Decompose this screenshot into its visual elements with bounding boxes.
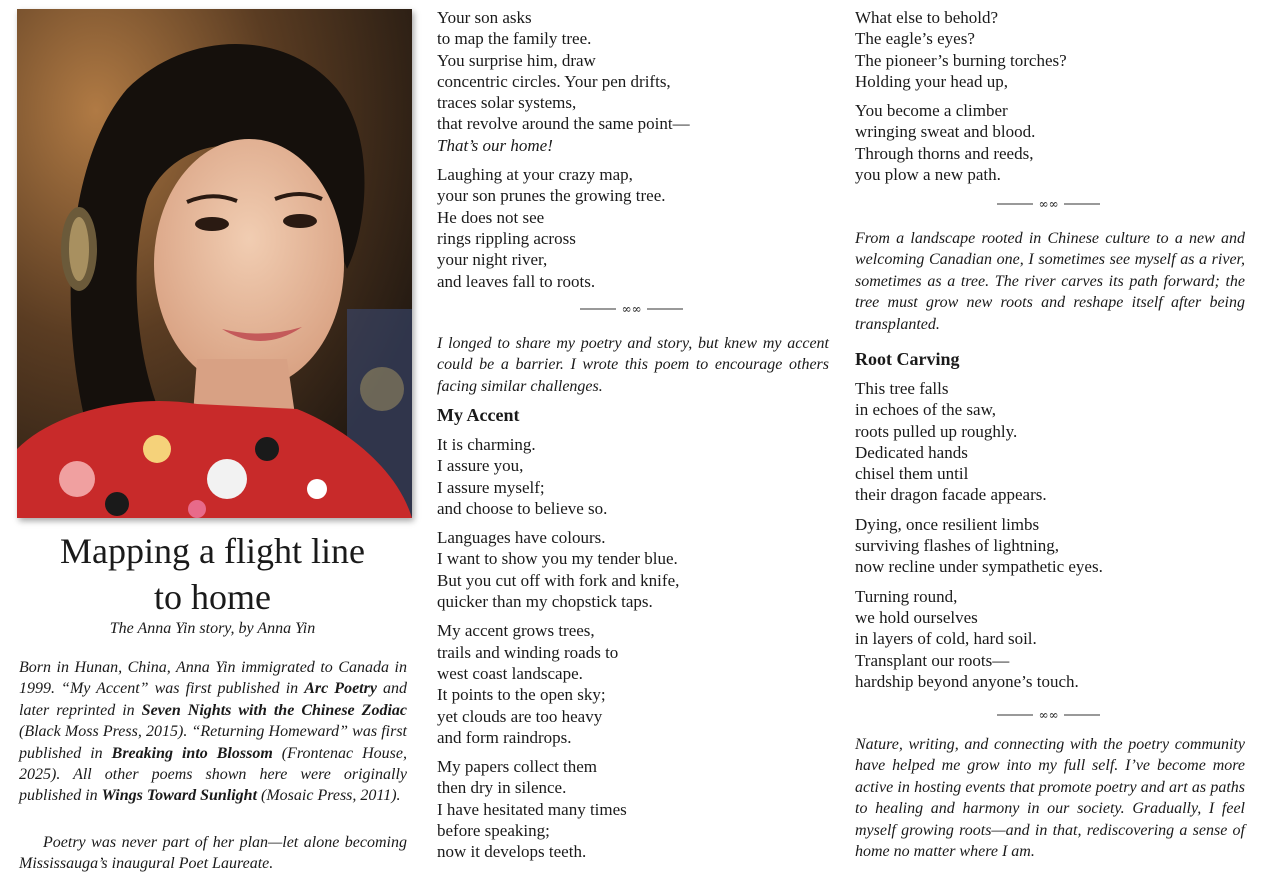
- bio-title-emphasis: Arc Poetry: [304, 680, 377, 698]
- title-line-2: to home: [154, 577, 271, 617]
- bio-text-segment: and later reprinted in: [19, 680, 408, 719]
- bio-paragraph-2: Poetry was never part of her plan—let alone becoming Mississauga’s inaugural Poet Laureate.: [19, 834, 407, 873]
- svg-text:∞∞: ∞∞: [1038, 709, 1059, 721]
- poem-line: It is charming.: [437, 435, 536, 454]
- poem-line: I assure myself;: [437, 477, 545, 497]
- stanza: [855, 100, 1250, 185]
- poem-mapping: [437, 7, 832, 292]
- poem-line: to map the family tree.: [437, 29, 592, 49]
- stanza: [855, 586, 1250, 692]
- portrait-illustration: [17, 9, 412, 518]
- poem-line: Holding your head up,: [855, 71, 1008, 91]
- poem-continuation: [855, 7, 1250, 185]
- poem-line: My papers collect them: [437, 757, 598, 777]
- poem-line: That’s our home!: [437, 135, 553, 155]
- poem-line: hardship beyond anyone’s touch.: [855, 671, 1079, 691]
- poem-line: you plow a new path.: [855, 165, 1001, 185]
- stanza: [437, 527, 832, 612]
- bio-text-segment: (Frontenac House, 2025). All other poems shown here were originally published in: [19, 744, 407, 805]
- stanza: [437, 756, 832, 862]
- poem-line: The pioneer’s burning torches?: [855, 50, 1067, 70]
- poem-line: He does not see: [437, 207, 545, 227]
- poem-line: in layers of cold, hard soil.: [855, 629, 1037, 649]
- poem-line: I have hesitated many times: [437, 799, 627, 819]
- poem-line: surviving flashes of lightning,: [855, 536, 1059, 556]
- poem-line: Dedicated hands: [855, 442, 968, 462]
- poem-line: This tree falls: [855, 379, 949, 398]
- poem-line: chisel them until: [855, 464, 969, 484]
- ornament-divider: [580, 303, 683, 315]
- byline: The Anna Yin story, by Anna Yin: [109, 620, 316, 637]
- stanza: [437, 434, 832, 519]
- poem-heading-root-carving: Root Carving: [855, 349, 960, 369]
- poem-line: in echoes of the saw,: [855, 400, 996, 420]
- poem-line: It points to the open sky;: [437, 685, 606, 705]
- bio-text-segment: (Black Moss Press, 2015). “Returning Homeward” was first published in: [19, 723, 407, 762]
- poem-line: You surprise him, draw: [437, 50, 596, 70]
- poem-line: that revolve around the same point—: [437, 114, 690, 134]
- stanza: [855, 378, 1250, 506]
- title-line-1: Mapping a flight line: [60, 531, 365, 571]
- poem-line: and form raindrops.: [437, 727, 572, 747]
- author-note-accent: I longed to share my poetry and story, but knew my accent could be a barrier. I wrote this poem to encourage others facing similar challenges.: [437, 335, 829, 395]
- poem-line: I assure you,: [437, 456, 524, 476]
- bio-text-segment: Born in Hunan, China, Anna Yin immigrated to Canada in 1999. “My Accent” was first published in: [19, 659, 407, 698]
- poem-line: wringing sweat and blood.: [855, 122, 1036, 142]
- stanza: [437, 164, 832, 292]
- poem-line: and leaves fall to roots.: [437, 271, 596, 291]
- poem-line: roots pulled up roughly.: [855, 421, 1018, 441]
- poem-line: Turning round,: [855, 586, 958, 606]
- poem-line: Laughing at your crazy map,: [437, 165, 633, 185]
- poem-line: Your son asks: [437, 8, 532, 27]
- poem-line: rings rippling across: [437, 228, 576, 248]
- poem-line: before speaking;: [437, 821, 550, 841]
- poem-line: trails and winding roads to: [437, 642, 619, 662]
- stanza: [855, 514, 1250, 578]
- svg-text:∞∞: ∞∞: [1038, 198, 1059, 210]
- poem-line: their dragon facade appears.: [855, 485, 1047, 505]
- author-bio: [19, 657, 407, 807]
- stanza: [855, 7, 1250, 92]
- poem-my-accent: [437, 434, 832, 863]
- svg-text:∞∞: ∞∞: [621, 303, 642, 315]
- poem-line: your night river,: [437, 250, 548, 270]
- poem-line: Transplant our roots—: [855, 650, 1010, 670]
- poem-line: then dry in silence.: [437, 778, 567, 798]
- poem-line: Languages have colours.: [437, 528, 606, 548]
- poem-line: now recline under sympathetic eyes.: [855, 557, 1103, 577]
- ornament-divider: [997, 198, 1100, 210]
- bio-title-emphasis: Wings Toward Sunlight: [101, 787, 258, 805]
- poem-line: Dying, once resilient limbs: [855, 514, 1040, 534]
- poem-line: yet clouds are too heavy: [437, 706, 603, 726]
- poem-line: and choose to believe so.: [437, 498, 608, 518]
- stanza: [437, 620, 832, 748]
- poem-root-carving: [855, 378, 1250, 692]
- poem-line: your son prunes the growing tree.: [437, 186, 666, 206]
- poem-line: I want to show you my tender blue.: [437, 549, 678, 569]
- poem-line: What else to behold?: [855, 8, 999, 27]
- poem-line: we hold ourselves: [855, 607, 978, 627]
- poem-line: But you cut off with fork and knife,: [437, 570, 680, 590]
- bio-title-emphasis: Seven Nights with the Chinese Zodiac: [141, 701, 407, 719]
- author-note-nature: Nature, writing, and connecting with the poetry community have helped me grow into my full self. I’ve become more active in hosting events that promote poetry and art as paths to healing and harmony in our society. Gradually, I feel myself growing roots—and in that, rediscovering a sense of home no matter where I am.: [855, 736, 1245, 861]
- poem-heading-my-accent: My Accent: [437, 405, 520, 425]
- poem-line: now it develops teeth.: [437, 842, 587, 862]
- poem-line: Through thorns and reeds,: [855, 143, 1034, 163]
- poem-line: My accent grows trees,: [437, 621, 595, 641]
- author-portrait: [17, 9, 412, 518]
- bio-text-segment: (Mosaic Press, 2011).: [257, 787, 401, 805]
- poem-line: traces solar systems,: [437, 93, 577, 113]
- author-note-landscape: From a landscape rooted in Chinese culture to a new and welcoming Canadian one, I sometimes see myself as a river, sometimes as a tree. The river carves its path forward; the tree must grow new roots and reshape itself after being transplanted.: [855, 230, 1245, 333]
- ornament-divider: [997, 709, 1100, 721]
- poem-line: concentric circles. Your pen drifts,: [437, 71, 671, 91]
- poem-line: You become a climber: [855, 101, 1008, 121]
- bio-title-emphasis: Breaking into Blossom: [111, 744, 273, 762]
- poem-line: The eagle’s eyes?: [855, 29, 975, 49]
- poem-line: west coast landscape.: [437, 663, 583, 683]
- stanza: [437, 7, 832, 156]
- article-title: [0, 528, 425, 620]
- poem-line: quicker than my chopstick taps.: [437, 592, 653, 612]
